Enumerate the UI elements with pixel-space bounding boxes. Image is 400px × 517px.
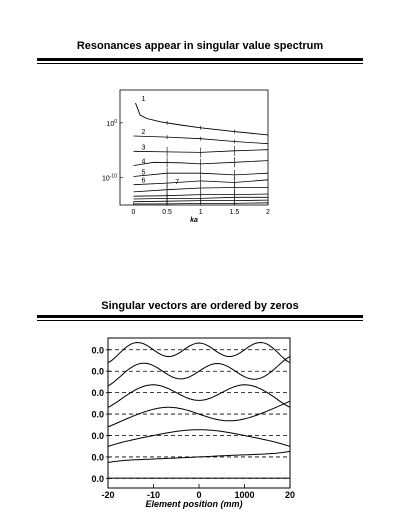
spectrum-series-label: 1 [141, 96, 146, 104]
vector-row-label: 0.0 [91, 409, 104, 420]
vectors-x-tick-label: -20 [101, 490, 115, 500]
vector-row-label: 0.0 [91, 388, 104, 399]
spectrum-y-tick-label: $10^{-10}$ [101, 173, 117, 183]
spectrum-series-line [136, 103, 269, 135]
singular-vector-curve [108, 343, 290, 363]
spectrum-series-label: 2 [141, 129, 146, 136]
vectors-x-tick-label: -10 [146, 490, 161, 500]
spectrum-x-tick-label: 2 [266, 209, 270, 216]
spectrum-series-label: 7 [175, 178, 180, 186]
spectrum-series-label: 5 [141, 169, 146, 177]
spectrum-series-label: 3 [141, 144, 146, 152]
singular-vector-curve [108, 385, 290, 408]
vectors-x-tick-label: 1000 [234, 490, 255, 500]
vectors-x-tick-label: 20 [284, 490, 296, 500]
spectrum-series-label: 6 [141, 177, 146, 185]
spectrum-y-tick-label: $10^0$ [106, 118, 117, 128]
spectrum-x-axis-label: ka [190, 217, 198, 224]
spectrum-series-label: 4 [141, 158, 146, 166]
vector-row-label: 0.0 [91, 366, 104, 377]
vector-row-label: 0.0 [91, 473, 104, 484]
spectrum-x-tick-label: 0 [131, 209, 136, 216]
slide-title-top: Resonances appear in singular value spectrum [76, 40, 324, 52]
spectrum-x-tick-label: 0.5 [162, 209, 172, 216]
vector-row-label: 0.0 [91, 345, 104, 356]
vector-row-label: 0.0 [91, 452, 104, 463]
vectors-x-tick-label: 0 [196, 490, 202, 500]
singular-vector-curve [108, 430, 290, 447]
vector-row-label: 0.0 [91, 431, 104, 441]
slide-title-bottom: Singular vectors are ordered by zeros [101, 300, 299, 312]
spectrum-x-tick-label: 1 [198, 209, 203, 216]
spectrum-x-tick-label: 1.5 [229, 209, 240, 216]
vectors-x-axis-label: Element position (mm) [145, 499, 243, 509]
